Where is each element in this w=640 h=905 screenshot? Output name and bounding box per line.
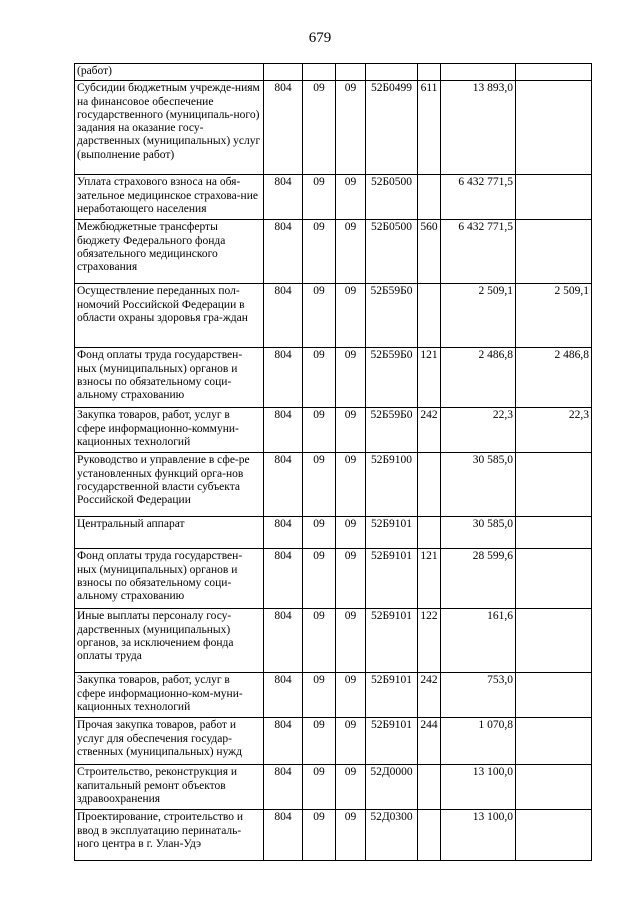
table-row <box>75 765 592 810</box>
table-row <box>75 81 592 175</box>
table-row <box>75 348 592 408</box>
row-grbs: 804 <box>264 765 303 810</box>
row-name: Проектирование, строительство и ввод в эксплуатацию перинаталь-ного центра в г. Улан-Удэ <box>75 810 264 861</box>
row-grbs <box>264 64 303 81</box>
row-vr <box>418 175 441 220</box>
budget-table <box>74 63 592 861</box>
row-csr: 52Б0499 <box>366 81 418 175</box>
row-vr: 560 <box>418 220 441 284</box>
row-name: Субсидии бюджетным учрежде-ниям на финансовое обеспечение государственного (муниципаль-ного) задания на оказание госу-дарственных (муниципальных) услуг (выполнение работ) <box>75 81 264 175</box>
row-sum: 2 509,1 <box>441 284 516 348</box>
row-sum: 30 585,0 <box>441 453 516 517</box>
row-pr: 09 <box>336 175 366 220</box>
row-grbs: 804 <box>264 81 303 175</box>
row-pr: 09 <box>336 673 366 718</box>
row-sum-2 <box>516 609 592 673</box>
row-grbs: 804 <box>264 549 303 609</box>
row-pr: 09 <box>336 220 366 284</box>
row-csr: 52Б9101 <box>366 673 418 718</box>
row-sum-2: 2 486,8 <box>516 348 592 408</box>
row-sum: 13 100,0 <box>441 810 516 861</box>
row-pr: 09 <box>336 348 366 408</box>
row-vr <box>418 810 441 861</box>
row-pr: 09 <box>336 549 366 609</box>
row-csr: 52Д0300 <box>366 810 418 861</box>
row-csr: 52Б59Б0 <box>366 408 418 453</box>
row-csr: 52Б59Б0 <box>366 348 418 408</box>
row-sum-2 <box>516 517 592 549</box>
row-csr: 52Б9101 <box>366 549 418 609</box>
row-name: Осуществление переданных пол-номочий Российской Федерации в области охраны здоровья гра-ждан <box>75 284 264 348</box>
row-sum: 1 070,8 <box>441 718 516 765</box>
row-csr: 52Б9100 <box>366 453 418 517</box>
table-row <box>75 453 592 517</box>
row-name: Строительство, реконструкция и капитальный ремонт объектов здравоохранения <box>75 765 264 810</box>
row-rz: 09 <box>303 517 336 549</box>
row-pr: 09 <box>336 517 366 549</box>
row-grbs: 804 <box>264 408 303 453</box>
row-sum: 6 432 771,5 <box>441 175 516 220</box>
table-row <box>75 810 592 861</box>
row-grbs: 804 <box>264 175 303 220</box>
row-pr <box>336 64 366 81</box>
row-rz: 09 <box>303 220 336 284</box>
row-vr: 122 <box>418 609 441 673</box>
row-grbs: 804 <box>264 284 303 348</box>
row-csr: 52Б9101 <box>366 609 418 673</box>
row-vr: 611 <box>418 81 441 175</box>
row-grbs: 804 <box>264 453 303 517</box>
row-rz: 09 <box>303 348 336 408</box>
row-sum <box>441 64 516 81</box>
row-vr: 242 <box>418 408 441 453</box>
row-rz: 09 <box>303 284 336 348</box>
row-sum: 6 432 771,5 <box>441 220 516 284</box>
row-vr <box>418 284 441 348</box>
table-row <box>75 549 592 609</box>
row-csr: 52Б0500 <box>366 220 418 284</box>
row-vr <box>418 517 441 549</box>
row-sum-2 <box>516 549 592 609</box>
row-rz: 09 <box>303 609 336 673</box>
row-pr: 09 <box>336 718 366 765</box>
row-grbs: 804 <box>264 220 303 284</box>
table-row <box>75 609 592 673</box>
row-sum-2 <box>516 220 592 284</box>
table-row <box>75 517 592 549</box>
row-sum: 2 486,8 <box>441 348 516 408</box>
table-row <box>75 673 592 718</box>
row-vr: 242 <box>418 673 441 718</box>
row-sum: 22,3 <box>441 408 516 453</box>
row-pr: 09 <box>336 810 366 861</box>
row-sum: 30 585,0 <box>441 517 516 549</box>
row-rz: 09 <box>303 810 336 861</box>
table-row <box>75 718 592 765</box>
row-sum: 13 100,0 <box>441 765 516 810</box>
row-sum-2 <box>516 64 592 81</box>
row-rz: 09 <box>303 81 336 175</box>
row-grbs: 804 <box>264 673 303 718</box>
row-name: Центральный аппарат <box>75 517 264 549</box>
row-sum-2 <box>516 81 592 175</box>
row-name: Прочая закупка товаров, работ и услуг для обеспечения государ-ственных (муниципальных) нужд <box>75 718 264 765</box>
row-sum: 753,0 <box>441 673 516 718</box>
table-row <box>75 408 592 453</box>
row-name: Руководство и управление в сфе-ре установленных функций орга-нов государственной власти субъекта Российской Федерации <box>75 453 264 517</box>
row-grbs: 804 <box>264 718 303 765</box>
row-vr <box>418 453 441 517</box>
row-name: Иные выплаты персоналу госу-дарственных (муниципальных) органов, за исключением фонда оплаты труда <box>75 609 264 673</box>
row-csr <box>366 64 418 81</box>
row-sum-2 <box>516 673 592 718</box>
row-vr: 121 <box>418 549 441 609</box>
row-sum: 161,6 <box>441 609 516 673</box>
row-sum-2 <box>516 718 592 765</box>
row-rz: 09 <box>303 175 336 220</box>
row-pr: 09 <box>336 765 366 810</box>
page-number: 679 <box>308 30 332 46</box>
row-sum-2 <box>516 810 592 861</box>
row-rz: 09 <box>303 718 336 765</box>
row-pr: 09 <box>336 609 366 673</box>
row-grbs: 804 <box>264 609 303 673</box>
row-pr: 09 <box>336 81 366 175</box>
table-row <box>75 284 592 348</box>
row-name: Межбюджетные трансферты бюджету Федерального фонда обязательного медицинского страхования <box>75 220 264 284</box>
row-rz: 09 <box>303 453 336 517</box>
row-sum-2 <box>516 175 592 220</box>
row-sum-2 <box>516 765 592 810</box>
row-name: Фонд оплаты труда государствен-ных (муниципальных) органов и взносы по обязательному соци-альному страхованию <box>75 348 264 408</box>
row-name: Закупка товаров, работ, услуг в сфере информационно-коммуни-кационных технологий <box>75 408 264 453</box>
row-rz <box>303 64 336 81</box>
row-name: Закупка товаров, работ, услуг в сфере информационно-ком-муни-кационных технологий <box>75 673 264 718</box>
table-body <box>75 64 592 861</box>
row-rz: 09 <box>303 673 336 718</box>
row-name: Фонд оплаты труда государствен-ных (муниципальных) органов и взносы по обязательному соци-альному страхованию <box>75 549 264 609</box>
row-vr <box>418 765 441 810</box>
row-vr: 121 <box>418 348 441 408</box>
row-rz: 09 <box>303 549 336 609</box>
table-row <box>75 64 592 81</box>
row-grbs: 804 <box>264 517 303 549</box>
table-row <box>75 175 592 220</box>
row-sum-2: 2 509,1 <box>516 284 592 348</box>
table-row <box>75 220 592 284</box>
row-csr: 52Б59Б0 <box>366 284 418 348</box>
row-grbs: 804 <box>264 348 303 408</box>
row-csr: 52Д0000 <box>366 765 418 810</box>
row-pr: 09 <box>336 453 366 517</box>
row-grbs: 804 <box>264 810 303 861</box>
row-name: Уплата страхового взноса на обя-зательное медицинское страхова-ние неработающего населения <box>75 175 264 220</box>
row-csr: 52Б9101 <box>366 718 418 765</box>
row-csr: 52Б9101 <box>366 517 418 549</box>
row-sum-2 <box>516 453 592 517</box>
row-csr: 52Б0500 <box>366 175 418 220</box>
row-sum-2: 22,3 <box>516 408 592 453</box>
row-rz: 09 <box>303 765 336 810</box>
row-sum: 28 599,6 <box>441 549 516 609</box>
row-name: (работ) <box>75 64 264 81</box>
row-vr <box>418 64 441 81</box>
row-pr: 09 <box>336 284 366 348</box>
row-rz: 09 <box>303 408 336 453</box>
row-sum: 13 893,0 <box>441 81 516 175</box>
row-pr: 09 <box>336 408 366 453</box>
row-vr: 244 <box>418 718 441 765</box>
